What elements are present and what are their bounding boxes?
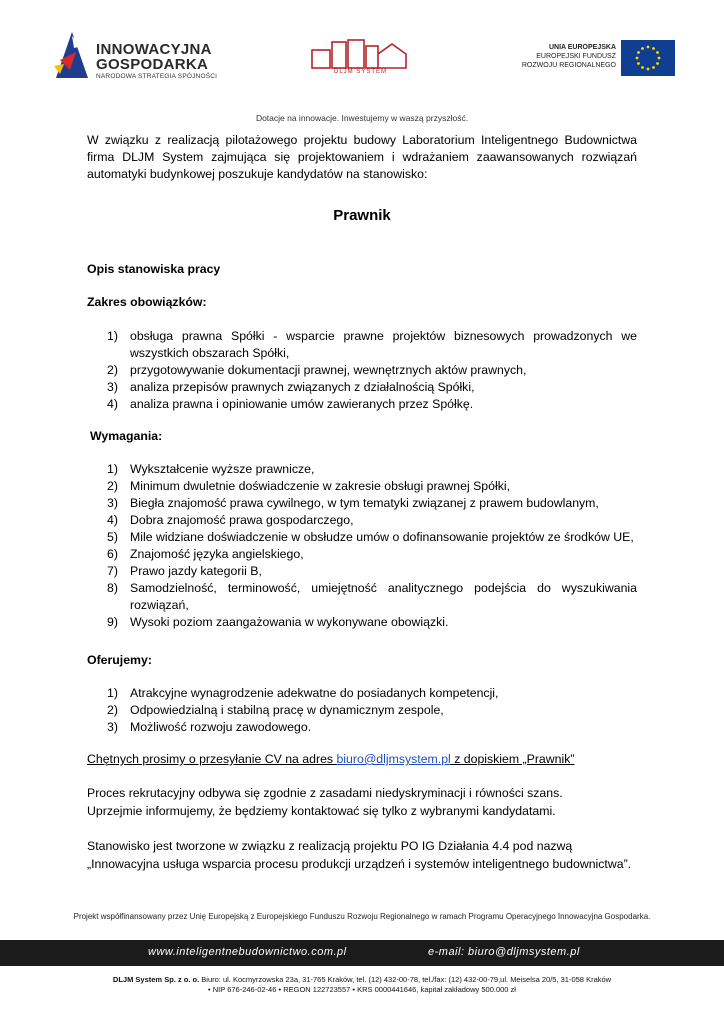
offer-list	[107, 685, 637, 736]
ue-line3: ROZWOJU REGIONALNEGO	[521, 62, 616, 69]
address-line1: DLJM System Sp. z o. o. Biuro: ul. Kocmyrzowska 23a, 31-765 Kraków, tel. (12) 432-00-78, tel./fax: (12) 432-00-79,ul. Meiselsa 20/5, 31-058 Kraków	[112, 975, 612, 984]
ig-logo-line1: INNOWACYJNA	[96, 41, 212, 58]
dljm-building-icon	[310, 38, 410, 70]
list-item: 9) Wysoki poziom zaangażowania w wykonywane obowiązki.	[107, 615, 449, 629]
list-item: 3) Biegła znajomość prawa cywilnego, w tym tematyki związanej z prawem budowlanym,	[107, 496, 599, 510]
dljm-logo-text: DLJM SYSTEM	[334, 69, 388, 75]
section-description: Opis stanowiska pracy	[87, 262, 221, 276]
eu-flag-icon	[621, 40, 675, 76]
requirements-list	[107, 461, 637, 631]
list-item: 4) analiza prawna i opiniowanie umów zawieranych przez Spółkę.	[107, 397, 474, 411]
cta-line	[87, 751, 647, 768]
list-item: 4) Dobra znajomość prawa gospodarczego,	[107, 513, 354, 527]
section-duties: Zakres obowiązków:	[87, 295, 207, 309]
list-item: 6) Znajomość języka angielskiego,	[107, 547, 304, 561]
list-item: 1) Atrakcyjne wynagrodzenie adekwatne do posiadanych kompetencji,	[107, 686, 499, 700]
process-note: Proces rekrutacyjny odbywa się zgodnie z zasadami niedyskryminacji i równości szans. Uprzejmie informujemy, że będziemy kontaktować się tylko z wybranymi kandydatami.	[87, 786, 563, 818]
position-title: Prawnik	[333, 207, 391, 224]
address-block	[0, 975, 724, 995]
ig-logo-sub: NARODOWA STRATEGIA SPÓJNOŚCI	[96, 73, 218, 80]
list-item: 1) obsługa prawna Spółki - wsparcie prawne projektów biznesowych prowadzonych we wszystkich obszarach Spółki,	[107, 329, 637, 360]
email-link[interactable]: biuro@dljmsystem.pl	[336, 752, 451, 766]
list-item: 8) Samodzielność, terminowość, umiejętność analitycznego podejścia do wyszukiwania rozwiązań,	[107, 581, 637, 612]
intro-paragraph: W związku z realizacją pilotażowego projektu budowy Laboratorium Inteligentnego Budownictwa firma DLJM System zajmująca się projektowaniem i wdrażaniem zaawansowanych rozwiązań automatyki budynkowej poszukuje kandydatów na stanowisko:	[87, 133, 637, 181]
project-note: Stanowisko jest tworzone w związku z realizacją projektu PO IG Działania 4.4 pod nazwą „Innowacyjna usługa wsparcia procesu produkcji urządzeń i systemów inteligentnego budownictwa”.	[87, 839, 632, 871]
footer-contact-bar	[0, 940, 724, 966]
section-requirements: Wymagania:	[90, 429, 163, 443]
company-name: DLJM System Sp. z o. o.	[112, 975, 200, 984]
list-item: 5) Mile widziane doświadczenie w obsłudze umów o dofinansowanie projektów ze środków UE,	[107, 530, 634, 544]
list-item: 7) Prawo jazdy kategorii B,	[107, 564, 262, 578]
list-item: 2) Minimum dwuletnie doświadczenie w zakresie obsługi prawnej Spółki,	[107, 479, 511, 493]
website-link[interactable]: www.inteligentnebudownictwo.com.pl	[148, 946, 347, 958]
list-item: 2) Odpowiedzialną i stabilną pracę w dynamicznym zespole,	[107, 703, 444, 717]
section-offer: Oferujemy:	[87, 653, 152, 667]
dljm-logo	[310, 38, 410, 78]
ue-line1: UNIA EUROPEJSKA	[548, 44, 616, 51]
cta-text-after: z dopiskiem „Prawnik”	[450, 752, 575, 766]
list-item: 3) analiza przepisów prawnych związanych z działalnością Spółki,	[107, 380, 475, 394]
cofinance-note: Projekt współfinansowany przez Unię Europejską z Europejskiego Funduszu Rozwoju Regionalnego w ramach Programu Operacyjnego Innowacyjna Gospodarka.	[73, 912, 651, 921]
list-item: 3) Możliwość rozwoju zawodowego.	[107, 720, 312, 734]
duties-list	[107, 328, 637, 413]
footer-email-link[interactable]: e-mail: biuro@dljmsystem.pl	[428, 946, 580, 958]
list-item: 1) Wykształcenie wyższe prawnicze,	[107, 462, 315, 476]
cta-text-before: Chętnych prosimy o przesyłanie CV na adres	[87, 752, 337, 766]
list-item: 2) przygotowywanie dokumentacji prawnej, wewnętrznych aktów prawnych,	[107, 363, 527, 377]
ig-logo	[52, 30, 232, 85]
ig-flag-icon	[52, 30, 92, 80]
ue-text-block	[498, 43, 616, 70]
tagline: Dotacje na innowacje. Inwestujemy w waszą przyszłość.	[255, 113, 469, 123]
ig-logo-line2: GOSPODARKA	[96, 56, 209, 73]
ue-line2: EUROPEJSKI FUNDUSZ	[536, 53, 616, 60]
address-line2: • NIP 676-246-02-46 • REGON 122723557 • KRS 0000441646, kapitał zakładowy 500.000 zł	[208, 985, 516, 994]
